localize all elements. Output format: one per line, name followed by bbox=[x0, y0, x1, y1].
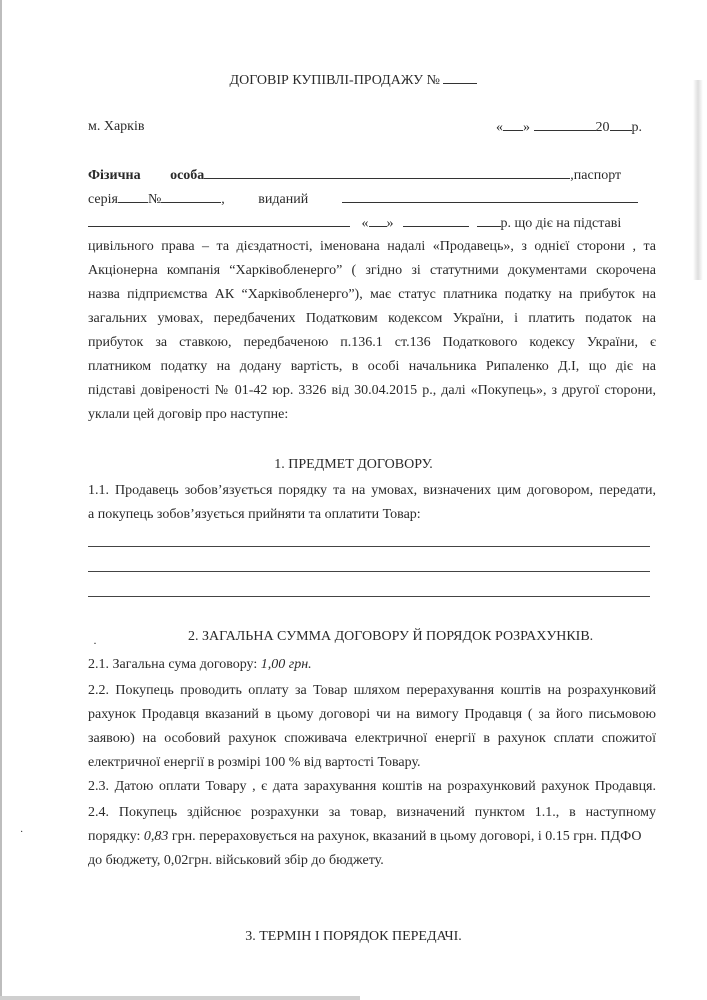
city: м. Харків bbox=[88, 119, 145, 134]
clause-2-2-cont: електричної енергії в розмірі 100 % від вартості Товару. bbox=[88, 755, 421, 770]
year-prefix: 20 bbox=[595, 120, 610, 135]
quote-open: « bbox=[361, 216, 369, 231]
clause-2-1-label: 2.1. Загальна сума договору: bbox=[88, 657, 258, 672]
series-label: серія bbox=[88, 192, 118, 207]
number-label: № bbox=[147, 192, 162, 207]
label-person: особа bbox=[170, 168, 205, 183]
goods-blank-line bbox=[88, 596, 650, 597]
clause-1-1-cont: а покупець зобов’язується прийняти та оплатити Товар: bbox=[88, 507, 421, 522]
year-blank bbox=[610, 118, 632, 131]
day-blank bbox=[503, 118, 523, 131]
clause-2-2-cont: заявою) на особовий рахунок споживача електричної енергії в рахунок сплати спожитої bbox=[88, 731, 656, 746]
scan-dot: · bbox=[20, 827, 24, 838]
issuer-blank bbox=[88, 214, 350, 227]
section-3-heading: 3. ТЕРМІН І ПОРЯДОК ПЕРЕДАЧІ. bbox=[245, 929, 462, 944]
scan-smudge bbox=[693, 80, 703, 280]
label-physical: Фізична bbox=[88, 168, 141, 183]
preamble-line: уклали цей договір про наступне: bbox=[88, 407, 289, 422]
clause-2-1 bbox=[88, 656, 312, 674]
issue-year-blank bbox=[477, 214, 501, 227]
order-label: порядку: bbox=[88, 829, 141, 844]
series-blank bbox=[118, 190, 148, 203]
clause-2-4-end: до бюджету, 0,02грн. військовий збір до бюджету. bbox=[88, 853, 384, 868]
quote-close: » bbox=[523, 120, 530, 135]
quote-open: « bbox=[496, 120, 503, 135]
preamble-line: назва підприємства АК “Харківобленерго”), має статус платника податку на прибуток на bbox=[88, 287, 656, 302]
name-blank bbox=[204, 166, 570, 179]
clause-2-4: 2.4. Покупець здійснює розрахунки за товар, визначений пунктом 1.1., в наступному bbox=[88, 805, 656, 820]
preamble-line: прибуток за ставкою, передбаченою п.136.1 ст.136 Податкового кодексу України, є bbox=[88, 335, 656, 350]
transfer-amount: 0,83 bbox=[143, 829, 169, 844]
title-text: ДОГОВІР КУПІВЛІ-ПРОДАЖУ № bbox=[229, 73, 440, 88]
preamble-line: підставі довіреності № 01-42 юр. 3326 від 30.04.2015 р., далі «Покупець», з другої сторони, bbox=[88, 383, 656, 398]
clause-2-4-cont bbox=[88, 828, 656, 846]
scan-dot: · bbox=[93, 636, 97, 650]
goods-blank-line bbox=[88, 571, 650, 572]
preamble-line: загальних умовах, передбачених Податковим кодексом України, і платить податок на bbox=[88, 311, 656, 326]
preamble-line: Акціонерна компанія “Харківобленерго” ( згідно зі статутними документами скорочена bbox=[88, 263, 656, 278]
clause-2-2-cont: рахунок Продавця вказаний в цьому договорі чи на вимогу Продавця ( за його письмовою bbox=[88, 707, 656, 722]
issue-month-blank bbox=[403, 214, 469, 227]
order-rest: грн. перераховується на рахунок, вказаний в цьому договорі, і 0.15 грн. ПДФО bbox=[171, 829, 642, 844]
preamble-line: платником податку на додану вартість, в особі начальника Рипаленко Д.І, що діє на bbox=[88, 359, 656, 374]
clause-1-1: 1.1. Продавець зобов’язується порядку та на умовах, визначених цим договором, передати, bbox=[88, 483, 656, 498]
quote-close: » bbox=[386, 216, 394, 231]
scan-edge bbox=[0, 0, 2, 1000]
date-line bbox=[496, 118, 642, 137]
goods-blank-line bbox=[88, 546, 650, 547]
clause-2-2: 2.2. Покупець проводить оплату за Товар шляхом перерахування коштів на розрахунковий bbox=[88, 683, 656, 698]
document-title bbox=[0, 71, 707, 90]
month-blank bbox=[534, 118, 596, 131]
passport-label: ,паспорт bbox=[570, 168, 622, 183]
preamble-line: цивільного права – та дієздатності, іменована надалі «Продавець», з однієї сторони , та bbox=[88, 239, 656, 254]
party-line-3 bbox=[88, 214, 656, 233]
party-line-2 bbox=[88, 190, 656, 209]
total-amount: 1,00 грн. bbox=[260, 657, 312, 672]
contract-number-blank bbox=[443, 71, 477, 84]
year-suffix: р. bbox=[631, 120, 642, 135]
section-2-heading: 2. ЗАГАЛЬНА СУММА ДОГОВОРУ Й ПОРЯДОК РОЗРАХУНКІВ. bbox=[188, 629, 594, 644]
party-line-1 bbox=[88, 166, 656, 185]
number-blank bbox=[161, 190, 221, 203]
scan-shadow bbox=[0, 996, 360, 1000]
issued-label: виданий bbox=[258, 192, 309, 207]
section-1-heading: 1. ПРЕДМЕТ ДОГОВОРУ. bbox=[274, 457, 433, 472]
acts-on-basis: р. що діє на підставі bbox=[500, 216, 622, 231]
issue-day-blank bbox=[369, 214, 387, 227]
clause-2-3: 2.3. Датою оплати Товару , є дата зарахування коштів на розрахунковий рахунок Продавця. bbox=[88, 779, 656, 794]
issued-blank bbox=[342, 190, 638, 203]
comma: , bbox=[221, 192, 225, 207]
